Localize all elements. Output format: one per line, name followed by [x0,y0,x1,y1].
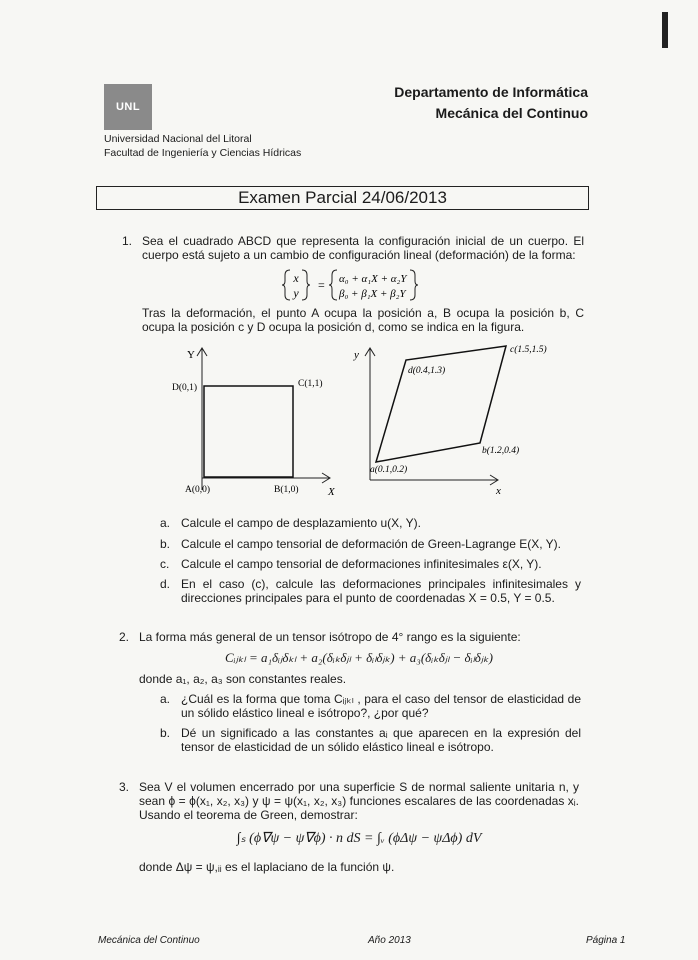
eq-rhs-bottom: β₀ + β₁X + β₂Y [339,288,406,300]
q1-item-text: Calcule el campo tensorial de deformaciones infinitesimales ε(X, Y). [181,557,542,571]
q2-intro: La forma más general de un tensor isótropo de 4° rango es la siguiente: [139,630,521,644]
fig2-label-d: d(0.4,1.3) [408,366,446,376]
fig1-y-label: Y [187,349,195,361]
figure-initial-square [160,340,350,505]
q2-item-text: ¿Cuál es la forma que toma Cᵢⱼₖₗ , para el caso del tensor de elasticidad de un sólido elástico lineal e isótropo?, ¿por qué? [181,692,581,720]
q1-number: 1. [122,234,133,248]
q2-item-letter: b. [160,726,171,740]
fig2-label-c: c(1.5,1.5) [510,345,547,355]
fig2-y-label: y [354,349,359,361]
university-name: Universidad Nacional del Litoral [104,133,252,145]
fig1-label-A: A(0,0) [185,485,211,495]
fig2-x-label: x [496,485,501,497]
q1-deformation-equation [282,268,432,302]
q3-intro: Sea V el volumen encerrado por una superficie S de normal saliente unitaria n, y sean ϕ = ϕ(x₁, x₂, x₃) y ψ = ψ(x₁, x₂, x₃) funciones escalares de las coordenadas xᵢ. Usando el teorema de Green, demostrar: [139,780,579,822]
faculty-name: Facultad de Ingeniería y Ciencias Hídricas [104,147,302,159]
q1-item-letter: d. [160,577,171,591]
footer-year: Año 2013 [368,935,411,946]
fig1-label-C: C(1,1) [298,379,323,389]
q3-where: donde Δψ = ψ,ᵢᵢ es el laplaciano de la función ψ. [139,860,395,874]
eq-rhs-top: α₀ + α₁X + α₂Y [339,273,407,285]
fig2-label-a: a(0.1,0.2) [370,465,408,475]
q2-item-letter: a. [160,692,171,706]
department-name: Departamento de Informática [394,84,588,100]
eq-equals: = [318,278,325,292]
q3-number: 3. [119,780,130,794]
fig1-label-D: D(0,1) [172,383,198,393]
q3-equation: ∫ₛ (ϕ∇ψ − ψ∇ϕ) · n dS = ∫ᵥ (ϕΔψ − ψΔϕ) dV [236,831,482,846]
q2-where: donde a₁, a₂, a₃ son constantes reales. [139,672,347,686]
fig1-x-label: X [328,486,335,498]
q2-number: 2. [119,630,130,644]
q1-equation-svg [282,268,432,302]
fig2-label-b: b(1.2,0.4) [482,446,520,456]
q1-after-text: Tras la deformación, el punto A ocupa la posición a, B ocupa la posición b, C ocupa la posición c y D ocupa la posición d, como se indica en la figura. [142,306,584,334]
exam-title: Examen Parcial 24/06/2013 [96,186,589,210]
q1-intro: Sea el cuadrado ABCD que representa la configuración inicial de un cuerpo. El cuerpo está sujeto a un cambio de configuración lineal (deformación) de la forma: [142,234,584,262]
department-block [394,82,588,124]
q1-item-text: Calcule el campo de desplazamiento u(X, Y). [181,516,421,530]
q1-item-text: En el caso (c), calcule las deformaciones principales infinitesimales y direcciones principales para el punto de coordenadas X = 0.5, Y = 0.5. [181,577,581,605]
eq-lhs-top: x [293,271,299,285]
eq-lhs-bottom: y [293,286,299,300]
course-name: Mecánica del Continuo [435,105,588,121]
fig1-square [204,386,293,477]
footer-page: Página 1 [586,935,626,946]
fig1-label-B: B(1,0) [274,485,299,495]
institution-block [104,132,301,160]
q2-equation: Cᵢⱼₖₗ = a₁δᵢⱼδₖₗ + a₂(δᵢₖδⱼₗ + δᵢₗδⱼₖ) + a₃(δᵢₖδⱼₗ − δᵢₗδⱼₖ) [225,650,493,665]
q1-item-letter: b. [160,537,171,551]
fig2-quadrilateral [376,346,506,462]
scan-mark [662,12,668,48]
q1-item-letter: c. [160,557,170,571]
q1-item-letter: a. [160,516,171,530]
q1-item-text: Calcule el campo tensorial de deformación de Green-Lagrange E(X, Y). [181,537,561,551]
q2-item-text: Dé un significado a las constantes aᵢ que aparecen en la expresión del tensor de elasticidad de un sólido elástico lineal e isótropo. [181,726,581,754]
figure-deformed-shape [348,338,558,498]
footer-course: Mecánica del Continuo [98,935,200,946]
unl-logo: UNL [104,84,152,130]
